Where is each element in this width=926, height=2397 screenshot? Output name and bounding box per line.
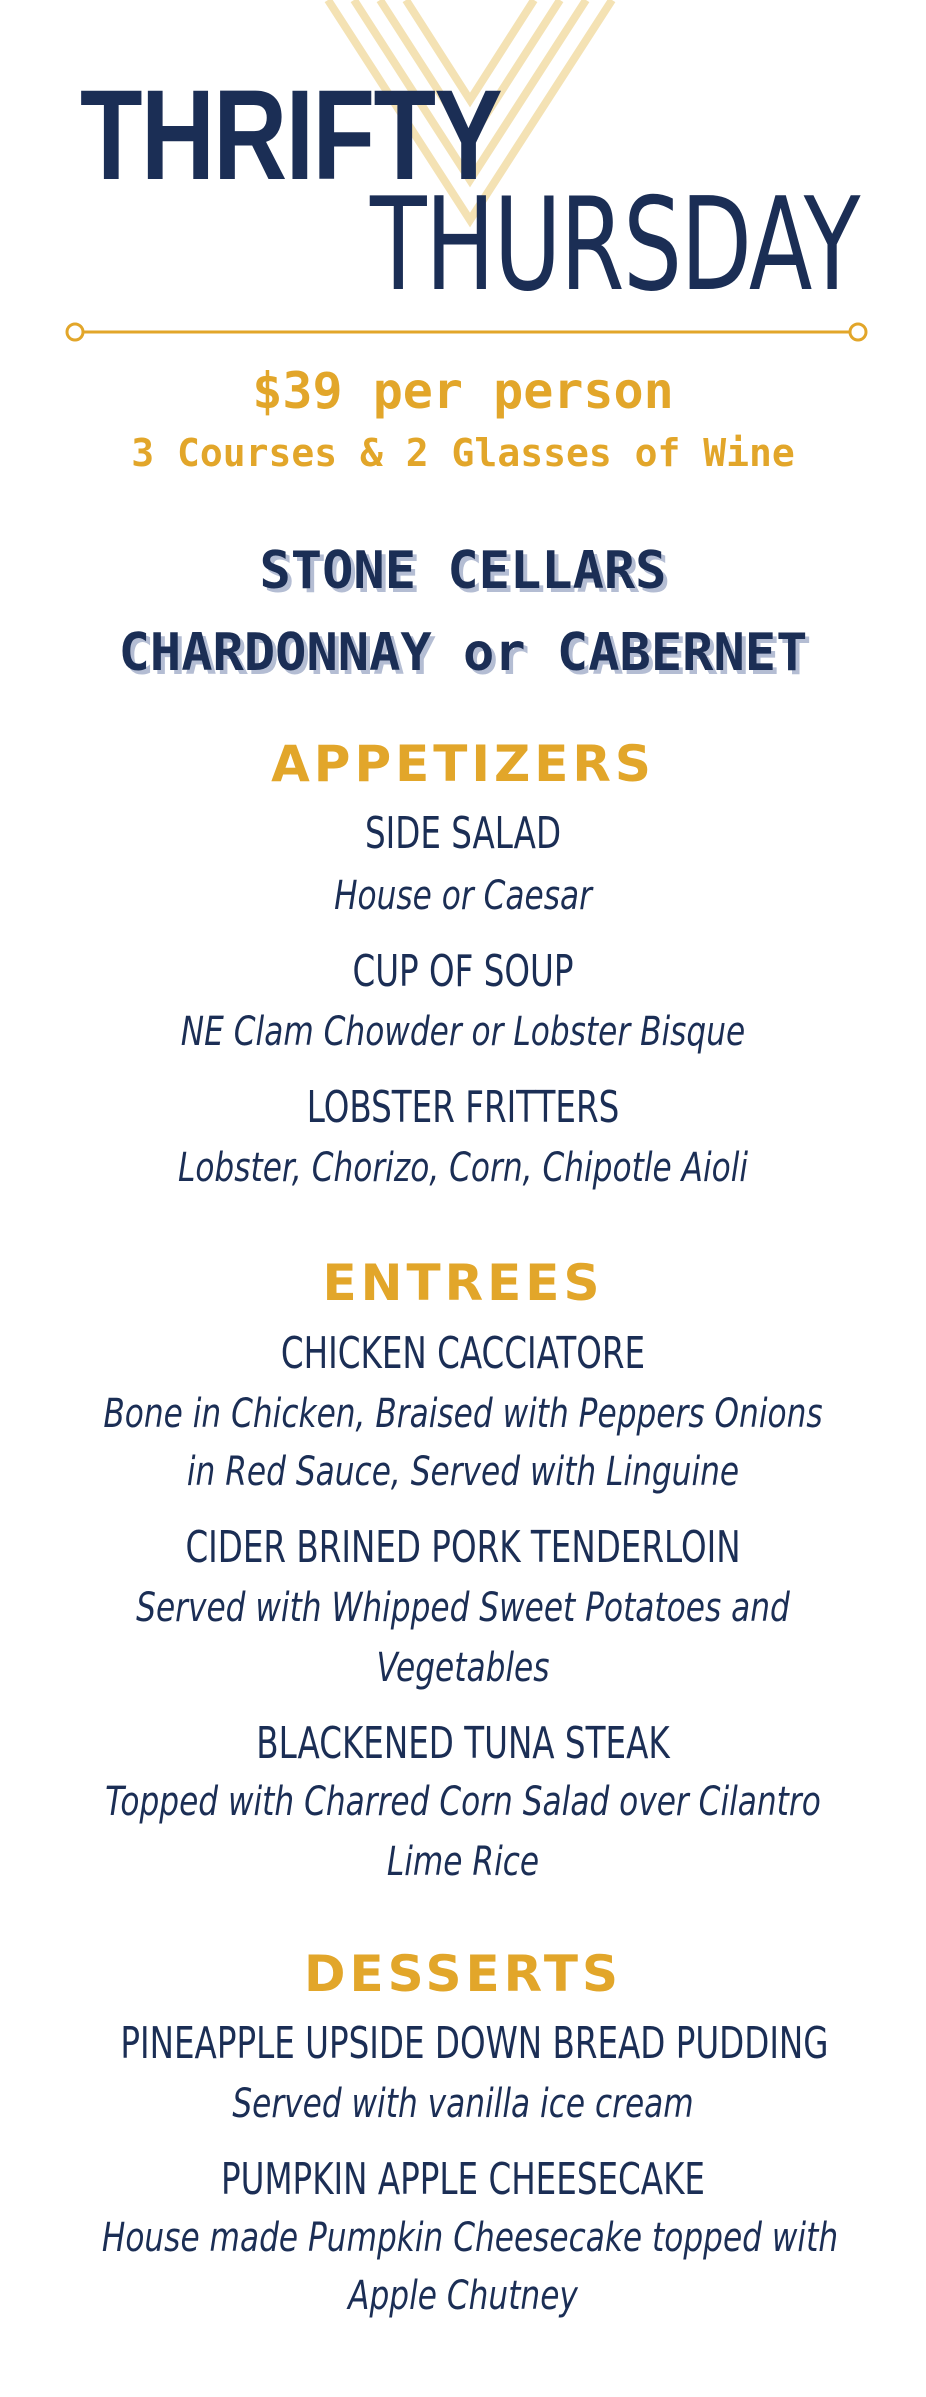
menu-item-name: PUMPKIN APPLE CHEESECAKE: [220, 2154, 706, 2205]
menu-item-name: LOBSTER FRITTERS: [306, 1082, 620, 1133]
section-heading-entrees: ENTREES: [322, 1254, 604, 1312]
section-heading-appetizers: APPETIZERS: [271, 735, 655, 793]
section-heading-desserts: DESSERTS: [304, 1945, 622, 2003]
menu-item-name: CUP OF SOUP: [352, 946, 574, 997]
title-thursday: THURSDAY: [370, 171, 859, 320]
wine-options: CHARDONNAY or CABERNET: [118, 623, 808, 683]
wine-producer: STONE CELLARS: [259, 541, 667, 601]
price-per-person: $39 per person: [252, 362, 674, 420]
menu-item-description: House or Caesar: [334, 873, 592, 919]
menu-item-description: House made Pumpkin Cheesecake topped with: [101, 2215, 839, 2261]
menu-item-description: Served with vanilla ice cream: [232, 2081, 694, 2127]
menu-item-description: Lime Rice: [386, 1839, 540, 1885]
menu-item-name: PINEAPPLE UPSIDE DOWN BREAD PUDDING: [120, 2018, 829, 2069]
menu-item-name: CIDER BRINED PORK TENDERLOIN: [185, 1522, 741, 1573]
menu-item-description: Apple Chutney: [348, 2273, 578, 2319]
menu-item-name: BLACKENED TUNA STEAK: [256, 1718, 670, 1769]
menu-item-description: Topped with Charred Corn Salad over Cilantro: [105, 1779, 821, 1825]
menu-item-description: Served with Whipped Sweet Potatoes and: [136, 1585, 790, 1631]
title-thrifty: THRIFTY: [80, 64, 502, 207]
menu-item-description: Lobster, Chorizo, Corn, Chipotle Aioli: [177, 1145, 749, 1191]
menu-item-description: Bone in Chicken, Braised with Peppers Onions: [103, 1391, 823, 1437]
divider-rule: [64, 320, 869, 344]
menu-item-description: NE Clam Chowder or Lobster Bisque: [180, 1009, 746, 1055]
menu-item-description: Vegetables: [376, 1645, 550, 1691]
menu-item-name: SIDE SALAD: [364, 808, 562, 859]
menu-item-name: CHICKEN CACCIATORE: [280, 1328, 646, 1379]
menu-item-description: in Red Sauce, Served with Linguine: [186, 1449, 740, 1495]
courses-and-wine: 3 Courses & 2 Glasses of Wine: [131, 431, 795, 475]
